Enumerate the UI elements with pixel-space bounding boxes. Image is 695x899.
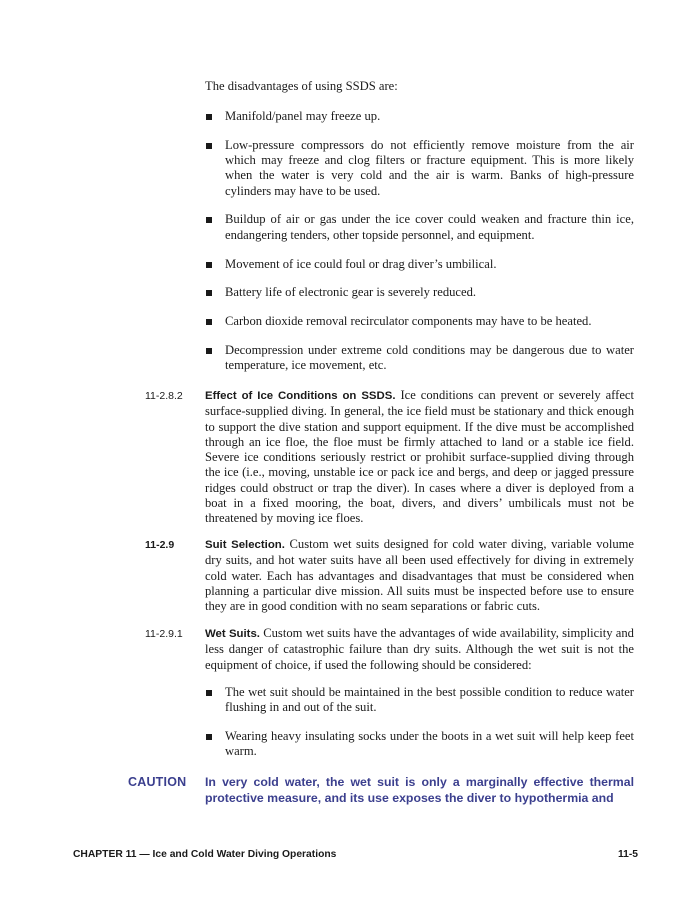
section-body: Custom wet suits have the advantages of wide availability, simplicity and less danger of catastrophic failure than dry suits. Although the wet suit is not the equipment of choice, if used the following should be considered: bbox=[205, 626, 634, 672]
bullet-square-icon bbox=[206, 262, 212, 268]
section-heading: Wet Suits. bbox=[205, 628, 260, 640]
wet-suit-list bbox=[205, 685, 634, 773]
list-item: Decompression under extreme cold conditions may be dangerous due to water temperature, ice movement, etc. bbox=[205, 343, 634, 374]
list-item: Battery life of electronic gear is severely reduced. bbox=[205, 285, 634, 300]
section-heading: Effect of Ice Conditions on SSDS. bbox=[205, 390, 396, 402]
caution-label: CAUTION bbox=[128, 775, 187, 789]
section-heading: Suit Selection. bbox=[205, 539, 285, 551]
bullet-square-icon bbox=[206, 690, 212, 696]
bullet-square-icon bbox=[206, 114, 212, 120]
section-body: Custom wet suits designed for cold water diving, variable volume dry suits, and hot water suits have all been used effectively for diving in extremely cold water. Each has advantages and disadvantages that must be considered when planning a particular dive mission. All suits must be inspected before use to ensure they are in good condition with no seam separations or fabric cuts. bbox=[205, 537, 634, 614]
intro-text: The disadvantages of using SSDS are: bbox=[205, 79, 398, 93]
list-item: Movement of ice could foul or drag diver’s umbilical. bbox=[205, 257, 634, 272]
section-11-2-9 bbox=[205, 537, 634, 614]
bullet-square-icon bbox=[206, 143, 212, 149]
disadvantages-list bbox=[205, 109, 634, 387]
footer-page-number: 11-5 bbox=[617, 849, 638, 860]
footer-chapter: CHAPTER 11 — Ice and Cold Water Diving Operations bbox=[73, 849, 337, 860]
caution-text: In very cold water, the wet suit is only a marginally effective thermal protective measure, and its use exposes the diver to hypothermia and bbox=[205, 775, 634, 805]
section-11-2-9-1 bbox=[205, 626, 634, 673]
section-number-11-2-9: 11-2.9 bbox=[145, 539, 175, 551]
bullet-square-icon bbox=[206, 734, 212, 740]
list-item: The wet suit should be maintained in the best possible condition to reduce water flushing in and out of the suit. bbox=[205, 685, 634, 716]
list-item: Carbon dioxide removal recirculator components may have to be heated. bbox=[205, 314, 634, 329]
bullet-square-icon bbox=[206, 319, 212, 325]
section-number-11-2-8-2: 11-2.8.2 bbox=[145, 390, 183, 402]
bullet-square-icon bbox=[206, 290, 212, 296]
bullet-square-icon bbox=[206, 217, 212, 223]
list-item: Low-pressure compressors do not efficiently remove moisture from the air which may freeze and clog filters or fracture equipment. This is more likely when the water is very cold and the air is warm. Banks of high-pressure cylinders may have to be used. bbox=[205, 138, 634, 199]
section-number-11-2-9-1: 11-2.9.1 bbox=[145, 628, 183, 640]
section-11-2-8-2 bbox=[205, 388, 634, 527]
bullet-square-icon bbox=[206, 348, 212, 354]
section-body: Ice conditions can prevent or severely affect surface-supplied diving. In general, the ice field must be stationary and thick enough to support the dive station and support equipment. If the dive must be accomplished through an ice floe, the floe must be firmly attached to land or a stable ice field. Severe ice conditions seriously restrict or prohibit surface-supplied diving through the ice (i.e., moving, unstable ice or pack ice and bergs, and deep or jagged pressure ridges could obstruct or trap the diver). In cases where a diver is deployed from a boat in a fixed mooring, the boat, divers, and divers’ umbilicals must not be threatened by moving ice floes. bbox=[205, 388, 634, 526]
list-item: Wearing heavy insulating socks under the boots in a wet suit will help keep feet warm. bbox=[205, 729, 634, 760]
list-item: Manifold/panel may freeze up. bbox=[205, 109, 634, 124]
list-item: Buildup of air or gas under the ice cover could weaken and fracture thin ice, endangering tenders, other topside personnel, and equipment. bbox=[205, 212, 634, 243]
